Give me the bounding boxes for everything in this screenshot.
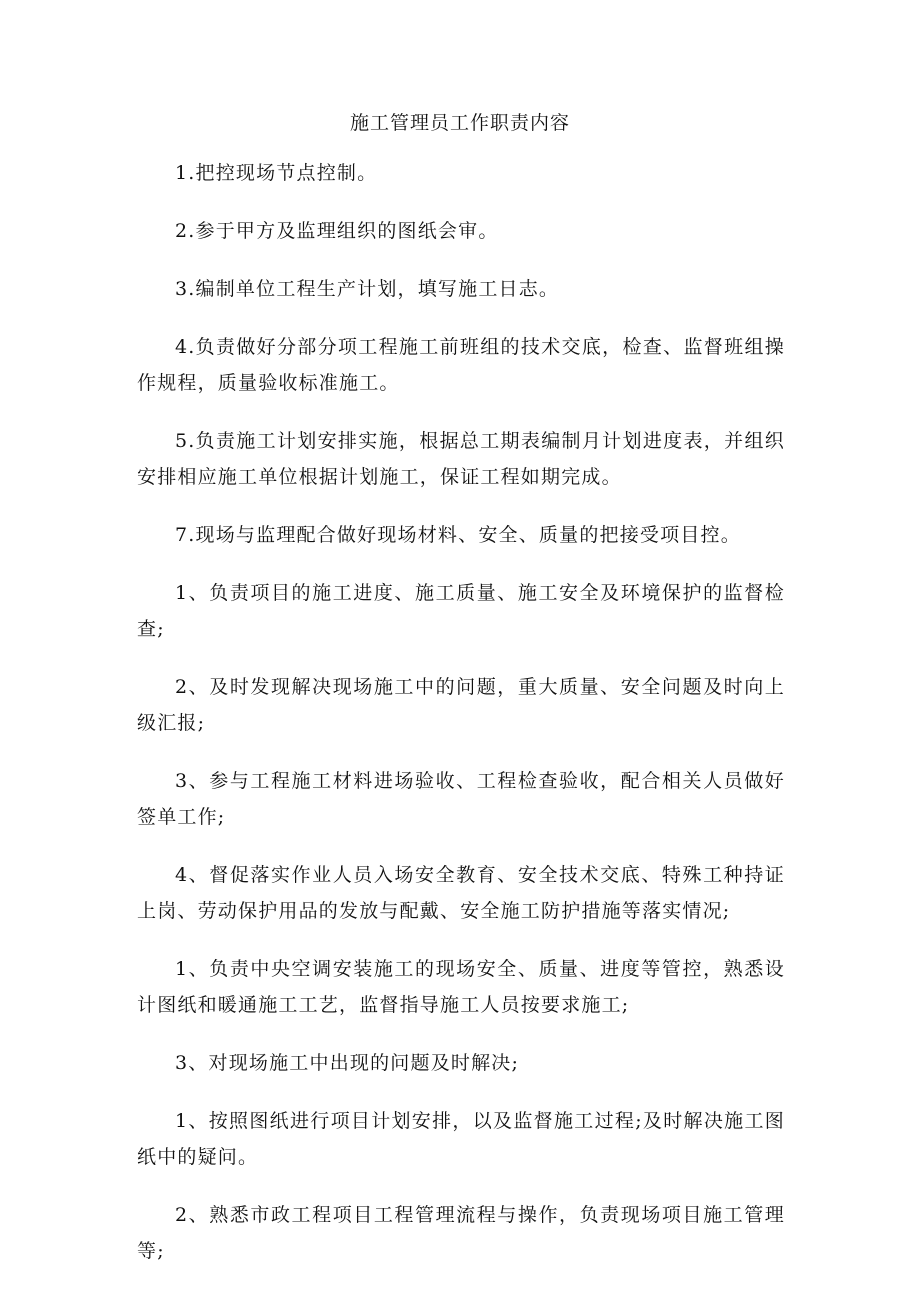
paragraph-9: 3、参与工程施工材料进场验收、工程检查验收，配合相关人员做好签单工作;: [137, 770, 785, 828]
paragraph-3: 3.编制单位工程生产计划，填写施工日志。: [175, 278, 560, 300]
paragraph-6: 7.现场与监理配合做好现场材料、安全、质量的把接受项目控。: [175, 524, 741, 546]
paragraph-1: 1.把控现场节点控制。: [175, 162, 378, 184]
document-title: 施工管理员工作职责内容: [349, 112, 570, 134]
paragraph-13: 1、按照图纸进行项目计划安排，以及监督施工过程;及时解决施工图纸中的疑问。: [137, 1110, 785, 1168]
paragraph-7: 1、负责项目的施工进度、施工质量、施工安全及环境保护的监督检查;: [137, 582, 785, 640]
paragraph-5: 5.负责施工计划安排实施，根据总工期表编制月计划进度表，并组织安排相应施工单位根据计划施工，保证工程如期完成。: [137, 430, 785, 488]
paragraph-2: 2.参于甲方及监理组织的图纸会审。: [175, 220, 499, 242]
paragraph-8: 2、及时发现解决现场施工中的问题，重大质量、安全问题及时向上级汇报;: [137, 676, 785, 734]
paragraph-14: 2、熟悉市政工程项目工程管理流程与操作，负责现场项目施工管理等;: [137, 1204, 785, 1262]
paragraph-10: 4、督促落实作业人员入场安全教育、安全技术交底、特殊工种持证上岗、劳动保护用品的发放与配戴、安全施工防护措施等落实情况;: [137, 864, 785, 922]
paragraph-11: 1、负责中央空调安装施工的现场安全、质量、进度等管控，熟悉设计图纸和暖通施工工艺，监督指导施工人员按要求施工;: [137, 958, 785, 1016]
paragraph-12: 3、对现场施工中出现的问题及时解决;: [175, 1052, 520, 1074]
document-body: [137, 155, 785, 1291]
paragraph-4: 4.负责做好分部分项工程施工前班组的技术交底，检查、监督班组操作规程，质量验收标准施工。: [137, 336, 785, 394]
